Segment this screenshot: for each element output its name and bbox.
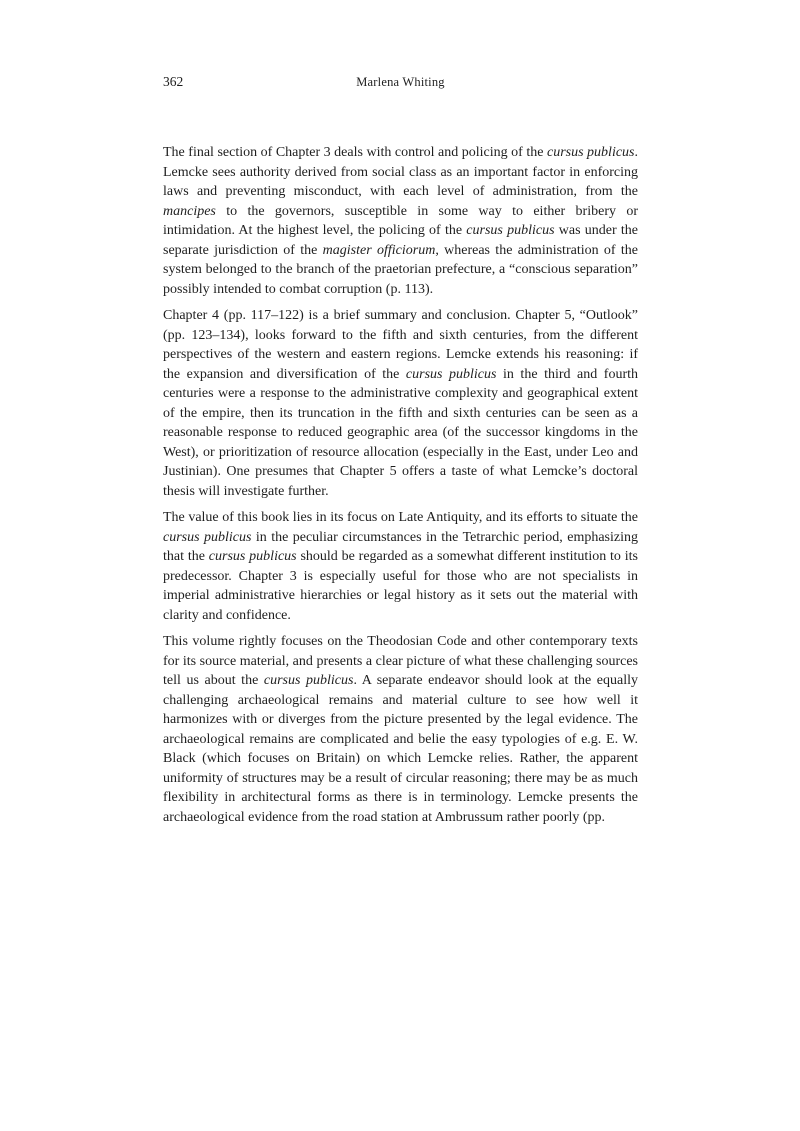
text-run: . Lemcke sees authority derived from social class as an important factor in enforcing laws and preventing misconduct, with each level of administration, from the (163, 145, 639, 199)
latin-term: cursus publicus (208, 549, 297, 564)
latin-term: magister officiorum (322, 242, 436, 258)
text-run: Chapter 4 (pp. 117–122) is a brief summary and conclusion. Chapter 5, “Outlook” (pp. 123–134), looks forward to the fifth and sixth centuries, from the different perspectives of the western and eastern regions. Lemcke extends his reasoning: if the expansion and diversification of the (163, 308, 638, 382)
text-run: The value of this book lies in its focus on Late Antiquity, and its efforts to situate the (163, 510, 638, 525)
text-run: This volume rightly focuses on the Theodosian Code and other contemporary texts for its source material, and presents a clear picture of what these challenging sources tell us about the (163, 634, 638, 688)
latin-term: cursus publicus (163, 529, 252, 545)
text-run: The final section of Chapter 3 deals with control and policing of the (163, 145, 547, 160)
page-number: 362 (163, 74, 184, 89)
page-header (163, 74, 638, 92)
text-run: . A separate endeavor should look at the equally challenging archaeological remains and material culture to see how well it harmonizes with or diverges from the picture presented by the legal evidence. The archaeological remains are complicated and belie the easy typologies of e.g. E. W. Black (which focuses on Britain) on which Lemcke relies. Rather, the apparent uniformity of structures may be a result of circular reasoning; there may be as much flexibility in architectural forms as there is in terminology. Lemcke presents the archaeological evidence from the road station at Ambrussum rather poorly (pp. (163, 673, 638, 825)
latin-term: cursus publicus (263, 673, 354, 688)
article-body (163, 143, 638, 827)
text-run: in the peculiar circumstances in the Tetrarchic period, emphasizing that the (163, 529, 639, 564)
paragraph (163, 632, 638, 827)
latin-term: cursus publicus (546, 145, 635, 160)
paragraph (163, 508, 638, 625)
text-run: , whereas the administration of the system belonged to the branch of the praetorian prefecture, a “conscious separation” possibly intended to combat corruption (p. 113). (163, 242, 638, 297)
text-run: in the third and fourth centuries were a response to the administrative complexity and geographical extent of the empire, then its truncation in the fifth and sixth centuries can be seen as a reasonable response to reduced geographic area (of the successor kingdoms in the West), or prioritization of resource allocation (especially in the East, under Leo and Justinian). One presumes that Chapter 5 offers a taste of what Lemcke’s doctoral thesis will investigate further. (163, 366, 639, 499)
paragraph (163, 306, 638, 501)
latin-term: cursus publicus (466, 223, 555, 238)
text-run: was under the separate jurisdiction of the (163, 223, 638, 258)
latin-term: cursus publicus (405, 366, 497, 382)
paragraph (163, 143, 638, 299)
text-run: should be regarded as a somewhat different institution to its predecessor. Chapter 3 is especially useful for those who are not specialists in imperial administrative hierarchies or legal history as it sets out the material with clarity and confidence. (163, 549, 638, 623)
running-head: Marlena Whiting (356, 75, 445, 89)
latin-term: mancipes (163, 203, 216, 219)
text-run: to the governors, susceptible in some way to either bribery or intimidation. At the highest level, the policing of the (163, 203, 638, 238)
